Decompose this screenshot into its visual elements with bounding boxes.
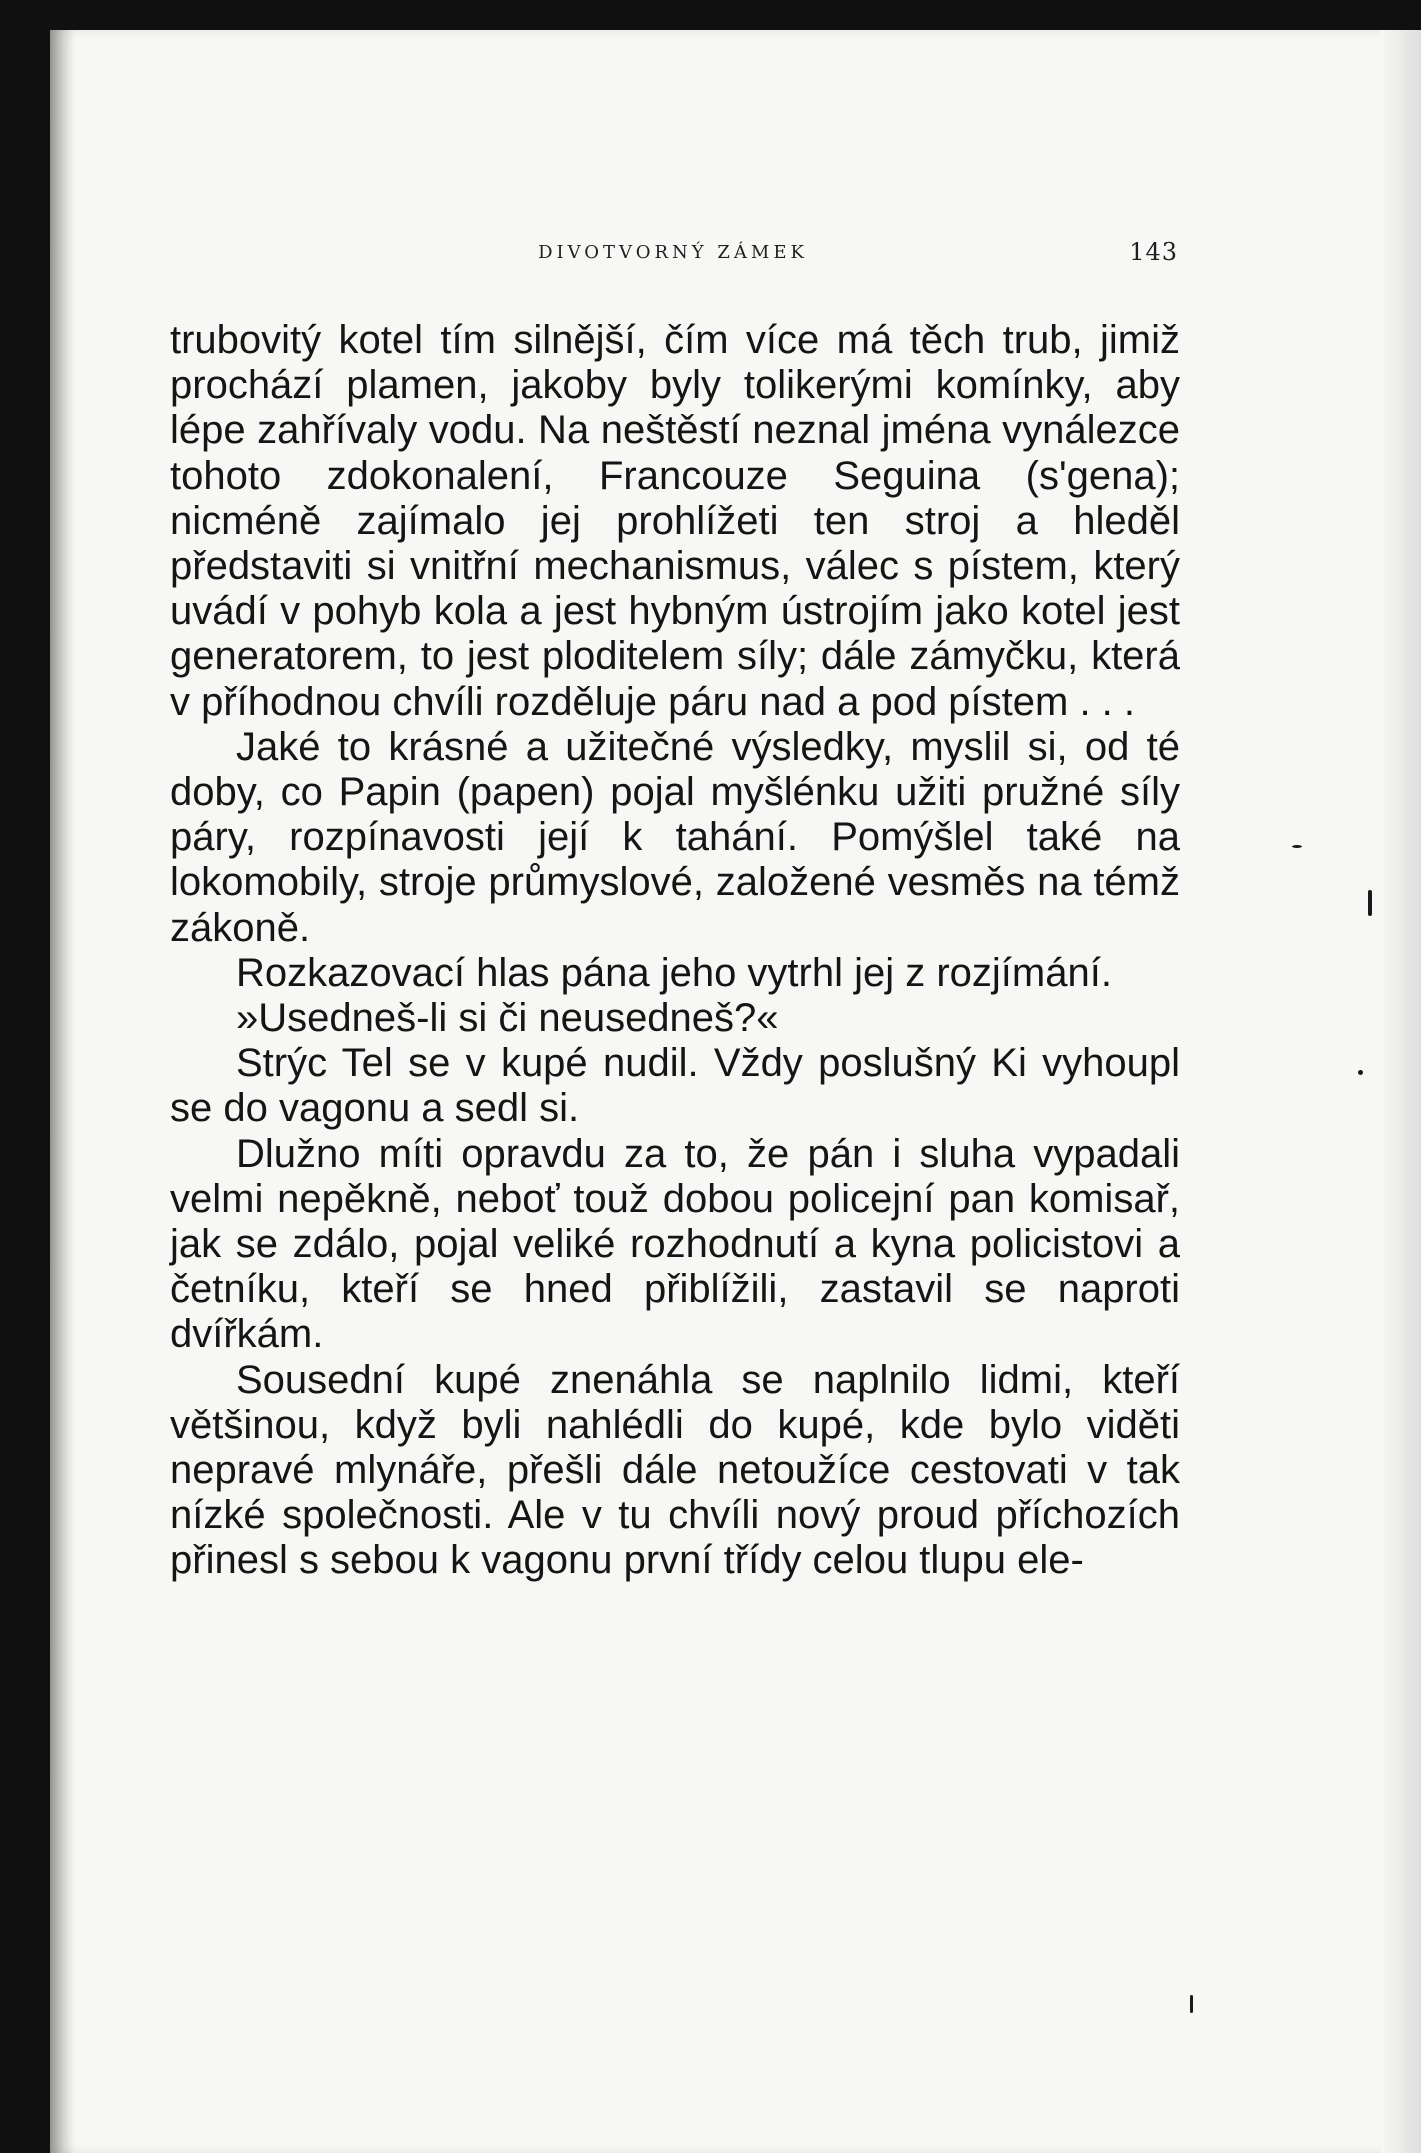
page-header [168,236,1178,276]
paragraph: Sousední kupé znenáhla se naplnilo lidmi, kteří většinou, když byli nahlédli do kupé, kde bylo viděti nepravé mlynáře, přešli dále netoužíce cestovati v tak nízké společnosti. Ale v tu chvíli nový proud příchozích přinesl s sebou k vagonu první třídy celou tlupu ele- [170,1357,1180,1583]
paragraph: »Usedneš-li si či neusedneš?« [236,996,779,1041]
ink-speck [1368,890,1372,916]
ink-speck [1292,845,1302,848]
page-edge [1381,30,1421,2153]
paragraph: Strýc Tel se v kupé nudil. Vždy poslušný Ki vyhoupl se do vagonu a sedl si. [170,1041,1180,1131]
paragraph: trubovitý kotel tím silnější, čím více má těch trub, jimiž prochází plamen, jakoby byly tolikerými komínky, aby lépe zahřívaly vodu. Na neštěstí neznal jména vynálezce tohoto zdokonalení, Francouze Seguina (s'gena); nicméně zajímalo jej prohlížeti ten stroj a hleděl představiti si vnitřní mechanismus, válec s pístem, který uvádí v pohyb kola a jest hybným ústrojím jako kotel jest generatorem, to jest ploditelem síly; dále zámyčku, která v příhodnou chvíli rozděluje páru nad a pod pístem . . . [170,318,1180,724]
running-title: DIVOTVORNÝ ZÁMEK [538,242,808,263]
ink-speck [1358,1070,1363,1075]
ink-speck [1190,1995,1193,2013]
paragraph: Dlužno míti opravdu za to, že pán i sluha vypadali velmi nepěkně, neboť touž dobou policejní pan komisař, jak se zdálo, pojal veliké rozhodnutí a kyna policistovi a četníku, kteří se hned přiblížili, zastavil se naproti dvířkám. [170,1131,1180,1357]
paragraph: Rozkazovací hlas pána jeho vytrhl jej z rozjímání. [236,950,1112,995]
spine-shadow [50,30,76,2153]
page-number: 143 [1129,238,1178,266]
body-text [170,318,1180,1584]
paragraph: Jaké to krásné a užitečné výsledky, myslil si, od té doby, co Papin (papen) pojal myšlénku užiti pružné síly páry, rozpínavosti její k tahání. Pomýšlel také na lokomobily, stroje průmyslové, založené vesměs na témž zákoně. [170,724,1180,950]
